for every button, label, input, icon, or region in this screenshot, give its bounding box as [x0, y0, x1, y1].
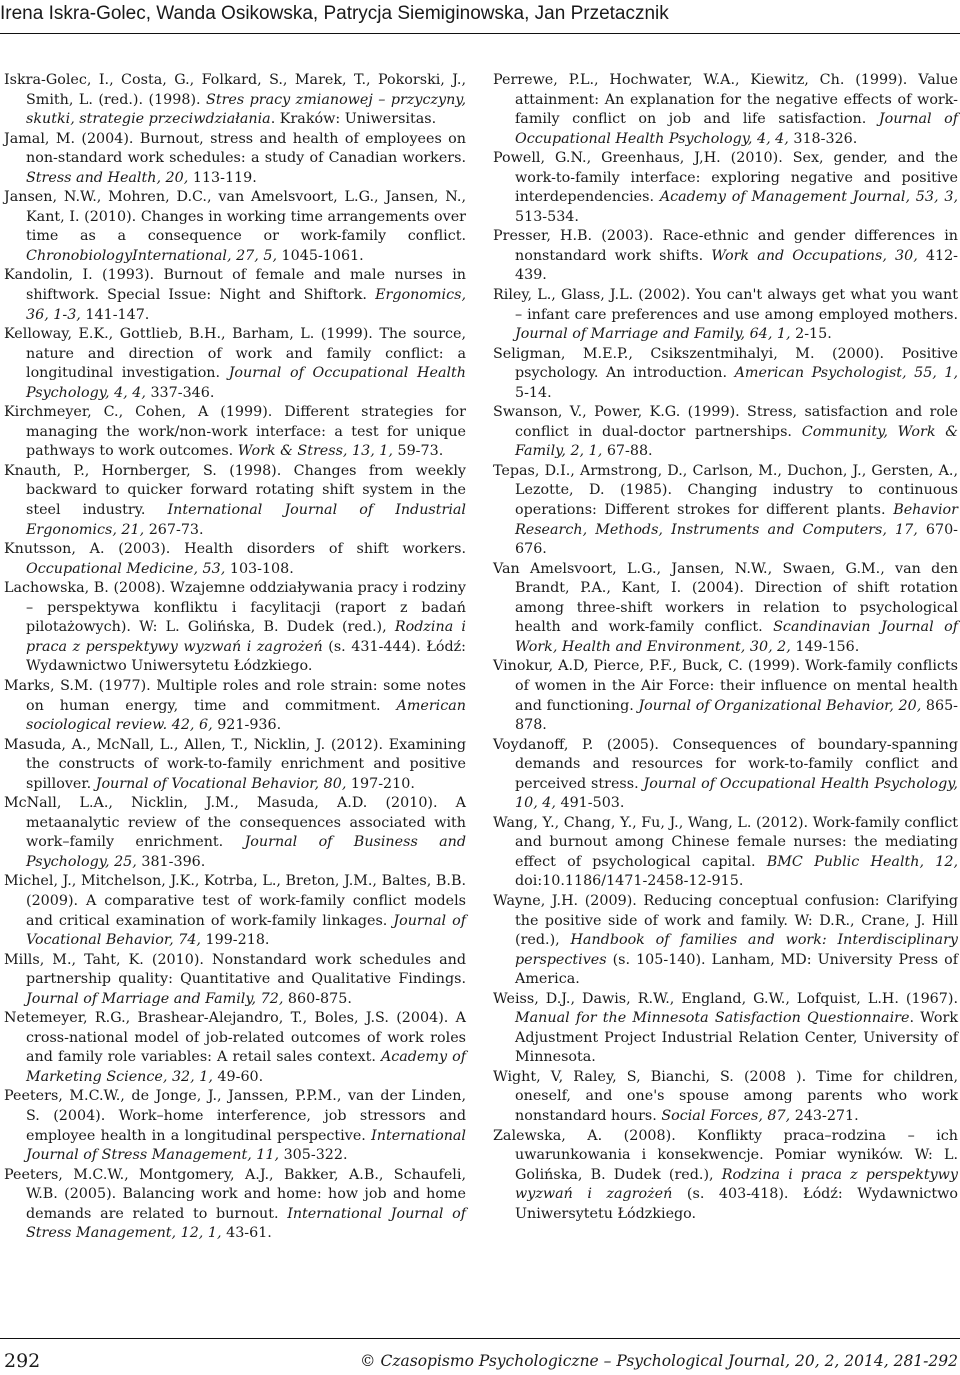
- footer-rule: [0, 1338, 960, 1339]
- journal-name: Czasopismo Psychologiczne – Psychological Journal, 20, 2, 2014, 281-292: [380, 1352, 958, 1370]
- reference-text: Zalewska, A. (2008). Konflikty praca–rodzina – ich uwarunkowania i konsekwencje. Pomiar wyników. W: L. Golińska, B. Dudek (red.),: [493, 1127, 958, 1183]
- reference-source: International Journal of Stress Management, 11,: [26, 1127, 466, 1164]
- reference-text: Knutsson, A. (2003). Health disorders of shift workers.: [4, 541, 466, 558]
- reference-source: Journal of Occupational Health Psychology, 4, 4,: [26, 365, 466, 401]
- reference-text: doi:10.1186/1471-2458-12-915.: [515, 873, 744, 890]
- reference-entry: [4, 130, 466, 189]
- reference-text: Powell, G.N., Greenhaus, J,H. (2010). Sex, gender, and the work-to-family interface: exploring negative and positive interdependencies.: [493, 150, 958, 206]
- reference-source: Academy of Management Journal, 53, 3,: [659, 189, 959, 206]
- reference-entry: [493, 345, 958, 404]
- reference-text: . Kraków: Uniwersitas.: [270, 111, 437, 128]
- reference-source: Academy of Marketing Science, 32, 1,: [26, 1049, 466, 1085]
- journal-citation: [360, 1352, 958, 1370]
- reference-entry: [4, 872, 466, 950]
- reference-entry: [4, 1087, 466, 1165]
- reference-entry: [493, 1068, 958, 1127]
- running-header: [0, 0, 960, 32]
- reference-text: 141-147.: [80, 306, 150, 323]
- reference-text: Jansen, N.W., Mohren, D.C., van Amelsvoort, L.G., Jansen, N., Kant, I. (2010). Changes in working time arrangements over time as a consequence or work-family conflict.: [4, 189, 466, 245]
- reference-entry: [4, 794, 466, 872]
- reference-text: Presser, H.B. (2003). Race-ethnic and gender differences in nonstandard work shifts.: [493, 228, 958, 264]
- reference-source: Rodzina i praca z perspektywy wyzwań i zagrożeń: [515, 1166, 958, 1203]
- reference-source: Work and Occupations, 30,: [711, 247, 918, 264]
- reference-entry: [493, 1127, 958, 1225]
- reference-entry: [4, 266, 466, 325]
- reference-text: 199-218.: [200, 932, 270, 949]
- reference-source: Work & Stress, 13, 1,: [237, 443, 393, 460]
- reference-entry: [4, 325, 466, 403]
- reference-entry: [4, 677, 466, 736]
- reference-text: 670-676.: [515, 521, 958, 558]
- reference-text: (s. 431-444). Łódź: Wydawnictwo Uniwersytetu Łódzkiego.: [26, 638, 467, 675]
- reference-text: 921-936.: [212, 717, 282, 734]
- reference-source: Journal of Vocational Behavior, 80,: [95, 775, 347, 792]
- reference-source: Ergonomics, 36, 1-3,: [26, 287, 466, 323]
- reference-text: Lachowska, B. (2008). Wzajemne oddziaływania pracy i rodziny – perspektywa konfliktu i facylitacji (raport z badań pilotażowych). W: L. Golińska, B. Dudek (red.),: [4, 580, 466, 636]
- reference-source: Occupational Medicine, 53,: [26, 560, 226, 577]
- reference-entry: [4, 1166, 466, 1244]
- copyright-symbol: ©: [360, 1352, 376, 1370]
- reference-entry: [493, 892, 958, 990]
- reference-text: 103-108.: [225, 560, 294, 577]
- reference-text: 267-73.: [144, 521, 204, 538]
- reference-source: Journal of Organizational Behavior, 20,: [638, 697, 922, 714]
- reference-source: Journal of Marriage and Family, 64, 1,: [515, 326, 791, 343]
- reference-entry: [493, 657, 958, 735]
- reference-text: Kelloway, E.K., Gottlieb, B.H., Barham, L. (1999). The source, nature and direction of work and family conflict: a longitudinal investigation.: [4, 326, 466, 382]
- references-left-column: [4, 71, 466, 1244]
- reference-text: 197-210.: [346, 775, 415, 792]
- reference-entry: [493, 227, 958, 286]
- reference-text: Iskra-Golec, I., Costa, G., Folkard, S., Marek, T., Pokorski, J., Smith, L. (red.). (1998).: [4, 72, 466, 108]
- reference-text: 412-439.: [515, 247, 958, 284]
- reference-text: Kandolin, I. (1993). Burnout of female and male nurses in shiftwork. Special Issue: Night and Shiftork.: [4, 267, 466, 304]
- reference-text: 243-271.: [790, 1107, 859, 1124]
- reference-source: Social Forces, 87,: [661, 1107, 791, 1124]
- reference-text: Peeters, M.C.W., de Jonge, J., Janssen, P.P.M., van der Linden, S. (2004). Work–home interference, job stressors and employee health in a longitudinal perspective.: [4, 1088, 466, 1144]
- reference-source: Stres pracy zmianowej – przyczyny, skutki, strategie przeciwdziałania: [26, 91, 466, 128]
- reference-source: Journal of Business and Psychology, 25,: [26, 834, 466, 870]
- reference-text: . Work Adjustment Project Industrial Relation Center, University of Minnesota.: [515, 1010, 958, 1066]
- reference-entry: [4, 579, 466, 677]
- reference-source: Scandinavian Journal of Work, Health and Environment, 30, 2,: [515, 619, 958, 655]
- reference-source: International Journal of Industrial Ergonomics, 21,: [26, 502, 466, 538]
- reference-source: BMC Public Health, 12,: [766, 853, 959, 870]
- reference-text: (s. 105-140). Lanham, MD: University Press of America.: [515, 951, 958, 988]
- reference-source: Journal of Occupational Health Psychology, 10, 4,: [515, 775, 958, 812]
- reference-text: McNall, L.A., Nicklin, J.M., Masuda, A.D. (2010). A metaanalytic review of the consequences associated with work–family enrichment.: [4, 795, 466, 851]
- reference-entry: [4, 403, 466, 462]
- reference-text: Mills, M., Taht, K. (2010). Nonstandard work schedules and partnership quality: Quantitative and Qualitative Findings.: [4, 951, 466, 988]
- reference-text: Michel, J., Mitchelson, J.K., Kotrba, L., Breton, J.M., Baltes, B.B. (2009). A comparative test of work-family conflict models and critical examination of work-family linkages.: [4, 873, 466, 929]
- reference-entry: [493, 814, 958, 892]
- reference-text: 318-326.: [788, 130, 858, 147]
- reference-text: Weiss, D.J., Dawis, R.W., England, G.W., Lofquist, L.H. (1967).: [493, 990, 958, 1007]
- reference-entry: [4, 462, 466, 540]
- reference-entry: [4, 71, 466, 130]
- reference-entry: [493, 149, 958, 227]
- reference-text: 43-61.: [221, 1225, 272, 1242]
- reference-source: Handbook of families and work: Interdisciplinary perspectives: [515, 932, 958, 968]
- reference-entry: [4, 736, 466, 795]
- reference-text: 67-88.: [602, 443, 653, 460]
- reference-entry: [4, 540, 466, 579]
- page-number: 292: [4, 1350, 41, 1372]
- reference-text: Perrewe, P.L., Hochwater, W.A., Kiewitz, Ch. (1999). Value attainment: An explanation for the negative effects of work-family conflict on job and life satisfaction.: [493, 72, 958, 128]
- reference-entry: [493, 990, 958, 1068]
- reference-source: Community, Work & Family, 2, 1,: [515, 423, 958, 460]
- reference-source: American sociological review. 42, 6,: [26, 697, 466, 734]
- reference-text: Seligman, M.E.P., Csikszentmihalyi, M. (2000). Positive psychology. An introduction.: [493, 345, 958, 382]
- reference-text: Swanson, V., Power, K.G. (1999). Stress, satisfaction and role conflict in dual-doctor partnerships.: [493, 404, 958, 440]
- reference-text: 491-503.: [555, 795, 625, 812]
- reference-text: 2-15.: [790, 326, 832, 343]
- reference-source: Behavior Research, Methods, Instruments and Computers, 17,: [515, 502, 958, 538]
- reference-source: Journal of Occupational Health Psychology, 4, 4,: [515, 111, 958, 147]
- reference-text: Masuda, A., McNall, L., Allen, T., Nicklin, J. (2012). Examining the constructs of work-to-family enrichment and positive spillover.: [4, 736, 466, 792]
- page-footer: [0, 1352, 960, 1374]
- reference-text: Marks, S.M. (1977). Multiple roles and role strain: some notes on human energy, time and commitment.: [4, 677, 466, 714]
- header-authors: Irena Iskra-Golec, Wanda Osikowska, Patrycja Siemiginowska, Jan Przetacznik: [0, 3, 669, 24]
- reference-text: Wayne, J.H. (2009). Reducing conceptual confusion: Clarifying the positive side of work and family. W: D.R., Crane, J. Hill (red.),: [493, 892, 958, 949]
- reference-text: Netemeyer, R.G., Brashear-Alejandro, T., Boles, J.S. (2004). A cross-national model of job-related outcomes of work roles and family role variables: A retail sales context.: [4, 1010, 466, 1066]
- reference-text: 305-322.: [279, 1147, 348, 1164]
- reference-entry: [493, 286, 958, 345]
- reference-text: Peeters, M.C.W., Montgomery, A.J., Bakker, A.B., Schaufeli, W.B. (2005). Balancing work and home: how job and home demands are related to burnout.: [4, 1166, 466, 1222]
- reference-entry: [493, 403, 958, 462]
- reference-source: Stress and Health, 20,: [26, 169, 189, 186]
- reference-text: 149-156.: [790, 638, 860, 655]
- reference-text: Wang, Y., Chang, Y., Fu, J., Wang, L. (2012). Work-family conflict and burnout among Chinese female nurses: the mediating effect of psychological capital.: [493, 814, 958, 870]
- reference-text: 1045-1061.: [277, 247, 364, 264]
- references-right-column: [493, 71, 958, 1224]
- reference-text: Jamal, M. (2004). Burnout, stress and health of employees on non-standard work schedules: a study of Canadian workers.: [4, 130, 466, 167]
- reference-text: 49-60.: [212, 1068, 264, 1085]
- reference-source: ChronobiologyInternational, 27, 5,: [26, 247, 278, 264]
- reference-text: Kirchmeyer, C., Cohen, A (1999). Different strategies for managing the work/non-work interface: a test for unique pathways to work outcomes.: [4, 404, 466, 460]
- reference-entry: [493, 462, 958, 560]
- reference-text: Van Amelsvoort, L.G., Jansen, N.W., Swaen, G.M., van den Brandt, P.A., Kant, I. (2004). Direction of shift rotation among three-shift workers in relation to psychological health and work-family conflict.: [493, 560, 958, 636]
- reference-entry: [4, 951, 466, 1010]
- reference-text: 113-119.: [188, 169, 257, 186]
- reference-text: Wight, V, Raley, S, Bianchi, S. (2008 ). Time for children, oneself, and one's spouse among parents who work nonstandard hours.: [493, 1068, 958, 1124]
- reference-entry: [493, 736, 958, 814]
- reference-source: Journal of Marriage and Family, 72,: [26, 990, 284, 1007]
- reference-text: Knauth, P., Hornberger, S. (1998). Changes from weekly backward to quicker forward rotating shift system in the steel industry.: [4, 462, 466, 519]
- reference-source: Manual for the Minnesota Satisfaction Questionnaire: [515, 1010, 910, 1027]
- reference-source: International Journal of Stress Management, 12, 1,: [26, 1205, 466, 1242]
- reference-text: Voydanoff, P. (2005). Consequences of boundary-spanning demands and resources for work-to-family conflict and perceived stress.: [493, 736, 958, 792]
- reference-text: 337-346.: [145, 384, 215, 401]
- reference-text: 5-14.: [515, 384, 552, 401]
- reference-entry: [4, 1009, 466, 1087]
- reference-text: Tepas, D.I., Armstrong, D., Carlson, M., Duchon, J., Gersten, A., Lezotte, D. (1985). Changing industry to continuous operations: Different strokes for different plants.: [493, 462, 958, 519]
- reference-text: 381-396.: [136, 853, 206, 870]
- reference-source: American Psychologist, 55, 1,: [734, 365, 958, 382]
- reference-text: 59-73.: [392, 443, 444, 460]
- reference-text: (s. 403-418). Łódź: Wydawnictwo Uniwersytetu Łódzkiego.: [515, 1186, 958, 1222]
- reference-entry: [493, 71, 958, 149]
- reference-text: 865-878.: [515, 697, 958, 734]
- header-rule: [0, 33, 960, 34]
- reference-text: 860-875.: [283, 990, 352, 1007]
- reference-entry: [4, 188, 466, 266]
- reference-text: Vinokur, A.D, Pierce, P.F., Buck, C. (1999). Work-family conflicts of women in the Air Force: their influence on mental health and functioning.: [493, 658, 958, 714]
- reference-source: Rodzina i praca z perspektywy wyzwań i zagrożeń: [26, 619, 466, 655]
- reference-entry: [493, 560, 958, 658]
- reference-source: Journal of Vocational Behavior, 74,: [26, 912, 466, 949]
- reference-text: 513-534.: [515, 208, 579, 225]
- reference-text: Riley, L., Glass, J.L. (2002). You can't always get what you want – infant care preferences and use among employed mothers.: [493, 287, 958, 323]
